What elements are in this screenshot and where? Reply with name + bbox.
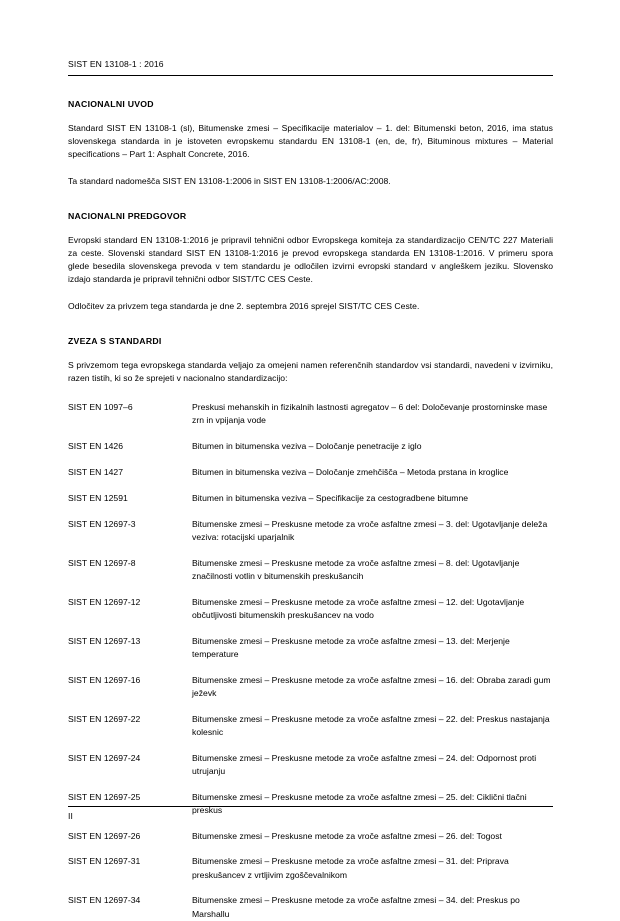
nacionalni-predgovor-paragraph-2: Odločitev za privzem tega standarda je dne 2. septembra 2016 sprejel SIST/TC CES Ceste. bbox=[68, 300, 420, 311]
nacionalni-uvod-paragraph-2: Ta standard nadomešča SIST EN 13108-1:2006 in SIST EN 13108-1:2006/AC:2008. bbox=[68, 175, 391, 186]
standard-description: Bitumenske zmesi – Preskusne metode za vroče asfaltne zmesi – 31. del: Priprava preskušancev z vrtljivim zgoščevalnikom bbox=[192, 856, 509, 880]
nacionalni-uvod-paragraph-1: Standard SIST EN 13108-1 (sl), Bitumenske zmesi – Specifikacije materialov – 1. del: Bitumenski beton, 2016, ima status slovenskega standarda in je istoveten evropskemu standardu EN 13108-1 (en, de, fr), Bituminous mixtures – Material specifications – Part 1: Asphalt Concrete, 2016. bbox=[68, 123, 553, 160]
standard-description: Preskusi mehanskih in fizikalnih lastnosti agregatov – 6 del: Določevanje prostorninske mase zrn in vpijanja vode bbox=[192, 402, 548, 426]
standard-description: Bitumenske zmesi – Preskusne metode za vroče asfaltne zmesi – 13. del: Merjenje temperature bbox=[192, 635, 510, 659]
running-header: SIST EN 13108-1 : 2016 bbox=[68, 58, 553, 76]
section-heading-nacionalni-predgovor: NACIONALNI PREDGOVOR bbox=[68, 210, 187, 221]
standard-code: SIST EN 1097–6 bbox=[68, 402, 133, 413]
standard-description: Bitumen in bitumenska veziva – Določanje penetracije z iglo bbox=[192, 441, 422, 452]
standard-row bbox=[68, 440, 553, 453]
standard-description: Bitumenske zmesi – Preskusne metode za vroče asfaltne zmesi – 12. del: Ugotavljanje občutljivosti bitumenskih preskušancev na vodo bbox=[192, 596, 525, 620]
standard-row bbox=[68, 830, 553, 843]
standard-row bbox=[68, 401, 553, 427]
standard-description: Bitumenske zmesi – Preskusne metode za vroče asfaltne zmesi – 16. del: Obraba zaradi gum ježevk bbox=[192, 674, 551, 698]
standard-code: SIST EN 1427 bbox=[68, 467, 124, 478]
standard-description: Bitumenske zmesi – Preskusne metode za vroče asfaltne zmesi – 34. del: Preskus po Marshallu bbox=[192, 895, 520, 919]
standard-code: SIST EN 12697-22 bbox=[68, 713, 141, 724]
standard-description: Bitumenske zmesi – Preskusne metode za vroče asfaltne zmesi – 3. del: Ugotavljanje deleža veziva: rotacijski uparjalnik bbox=[192, 518, 548, 542]
standard-description: Bitumen in bitumenska veziva – Specifikacije za cestogradbene bitumne bbox=[192, 492, 469, 503]
page-number: II bbox=[68, 811, 73, 821]
standard-row bbox=[68, 713, 553, 739]
standard-description: Bitumenske zmesi – Preskusne metode za vroče asfaltne zmesi – 8. del: Ugotavljanje značilnosti votlin v bitumenskih preskušancih bbox=[192, 557, 520, 581]
standard-row bbox=[68, 635, 553, 661]
standard-description: Bitumenske zmesi – Preskusne metode za vroče asfaltne zmesi – 25. del: Ciklični tlačni preskus bbox=[192, 791, 527, 815]
standard-code: SIST EN 12697-34 bbox=[68, 895, 141, 906]
standard-row bbox=[68, 518, 553, 544]
standard-description: Bitumenske zmesi – Preskusne metode za vroče asfaltne zmesi – 22. del: Preskus nastajanja kolesnic bbox=[192, 713, 550, 737]
standard-code: SIST EN 12697-3 bbox=[68, 518, 136, 529]
standard-code: SIST EN 12697-25 bbox=[68, 791, 141, 802]
standard-row bbox=[68, 466, 553, 479]
nacionalni-predgovor-paragraph-1: Evropski standard EN 13108-1:2016 je pripravil tehnični odbor Evropskega komiteja za standardizacijo CEN/TC 227 Materiali za ceste. Slovenski standard SIST EN 13108-1:2016 je prevod evropskega standarda EN 13108-1:2016. V primeru spora glede besedila slovenskega prevoda v tem standardu je odločilen izvirni evropski standard v angleškem jeziku. Slovensko izdajo standarda je pripravil tehnični odbor SIST/TC CES Ceste. bbox=[68, 234, 553, 285]
standard-code: SIST EN 12697-8 bbox=[68, 557, 136, 568]
standard-row bbox=[68, 557, 553, 583]
page-footer bbox=[68, 806, 553, 822]
standard-row bbox=[68, 596, 553, 622]
standard-code: SIST EN 12697-16 bbox=[68, 674, 141, 685]
zveza-s-standardi-intro: S privzemom tega evropskega standarda veljajo za omejeni namen referenčnih standardov vsi standardi, navedeni v izvirniku, razen tistih, ki so že sprejeti v nacionalno standardizacijo: bbox=[68, 359, 553, 384]
standard-row bbox=[68, 492, 553, 505]
standard-row bbox=[68, 752, 553, 778]
section-heading-zveza-s-standardi: ZVEZA S STANDARDI bbox=[68, 335, 162, 346]
standard-code: SIST EN 12697-12 bbox=[68, 596, 141, 607]
section-heading-nacionalni-uvod: NACIONALNI UVOD bbox=[68, 99, 154, 109]
standard-row bbox=[68, 674, 553, 700]
standards-reference-list bbox=[68, 401, 553, 921]
standard-row bbox=[68, 855, 553, 881]
standard-code: SIST EN 12697-31 bbox=[68, 856, 141, 867]
standard-description: Bitumenske zmesi – Preskusne metode za vroče asfaltne zmesi – 26. del: Togost bbox=[192, 830, 502, 841]
standard-description: Bitumenske zmesi – Preskusne metode za vroče asfaltne zmesi – 24. del: Odpornost proti utrujanju bbox=[192, 752, 537, 776]
standard-code: SIST EN 1426 bbox=[68, 441, 124, 452]
page-content bbox=[68, 58, 553, 921]
standard-description: Bitumen in bitumenska veziva – Določanje zmehčišča – Metoda prstana in kroglice bbox=[192, 467, 509, 478]
standard-code: SIST EN 12697-13 bbox=[68, 635, 141, 646]
standard-row bbox=[68, 894, 553, 920]
standard-code: SIST EN 12697-24 bbox=[68, 752, 141, 763]
standard-code: SIST EN 12697-26 bbox=[68, 830, 141, 841]
standard-code: SIST EN 12591 bbox=[68, 492, 128, 503]
